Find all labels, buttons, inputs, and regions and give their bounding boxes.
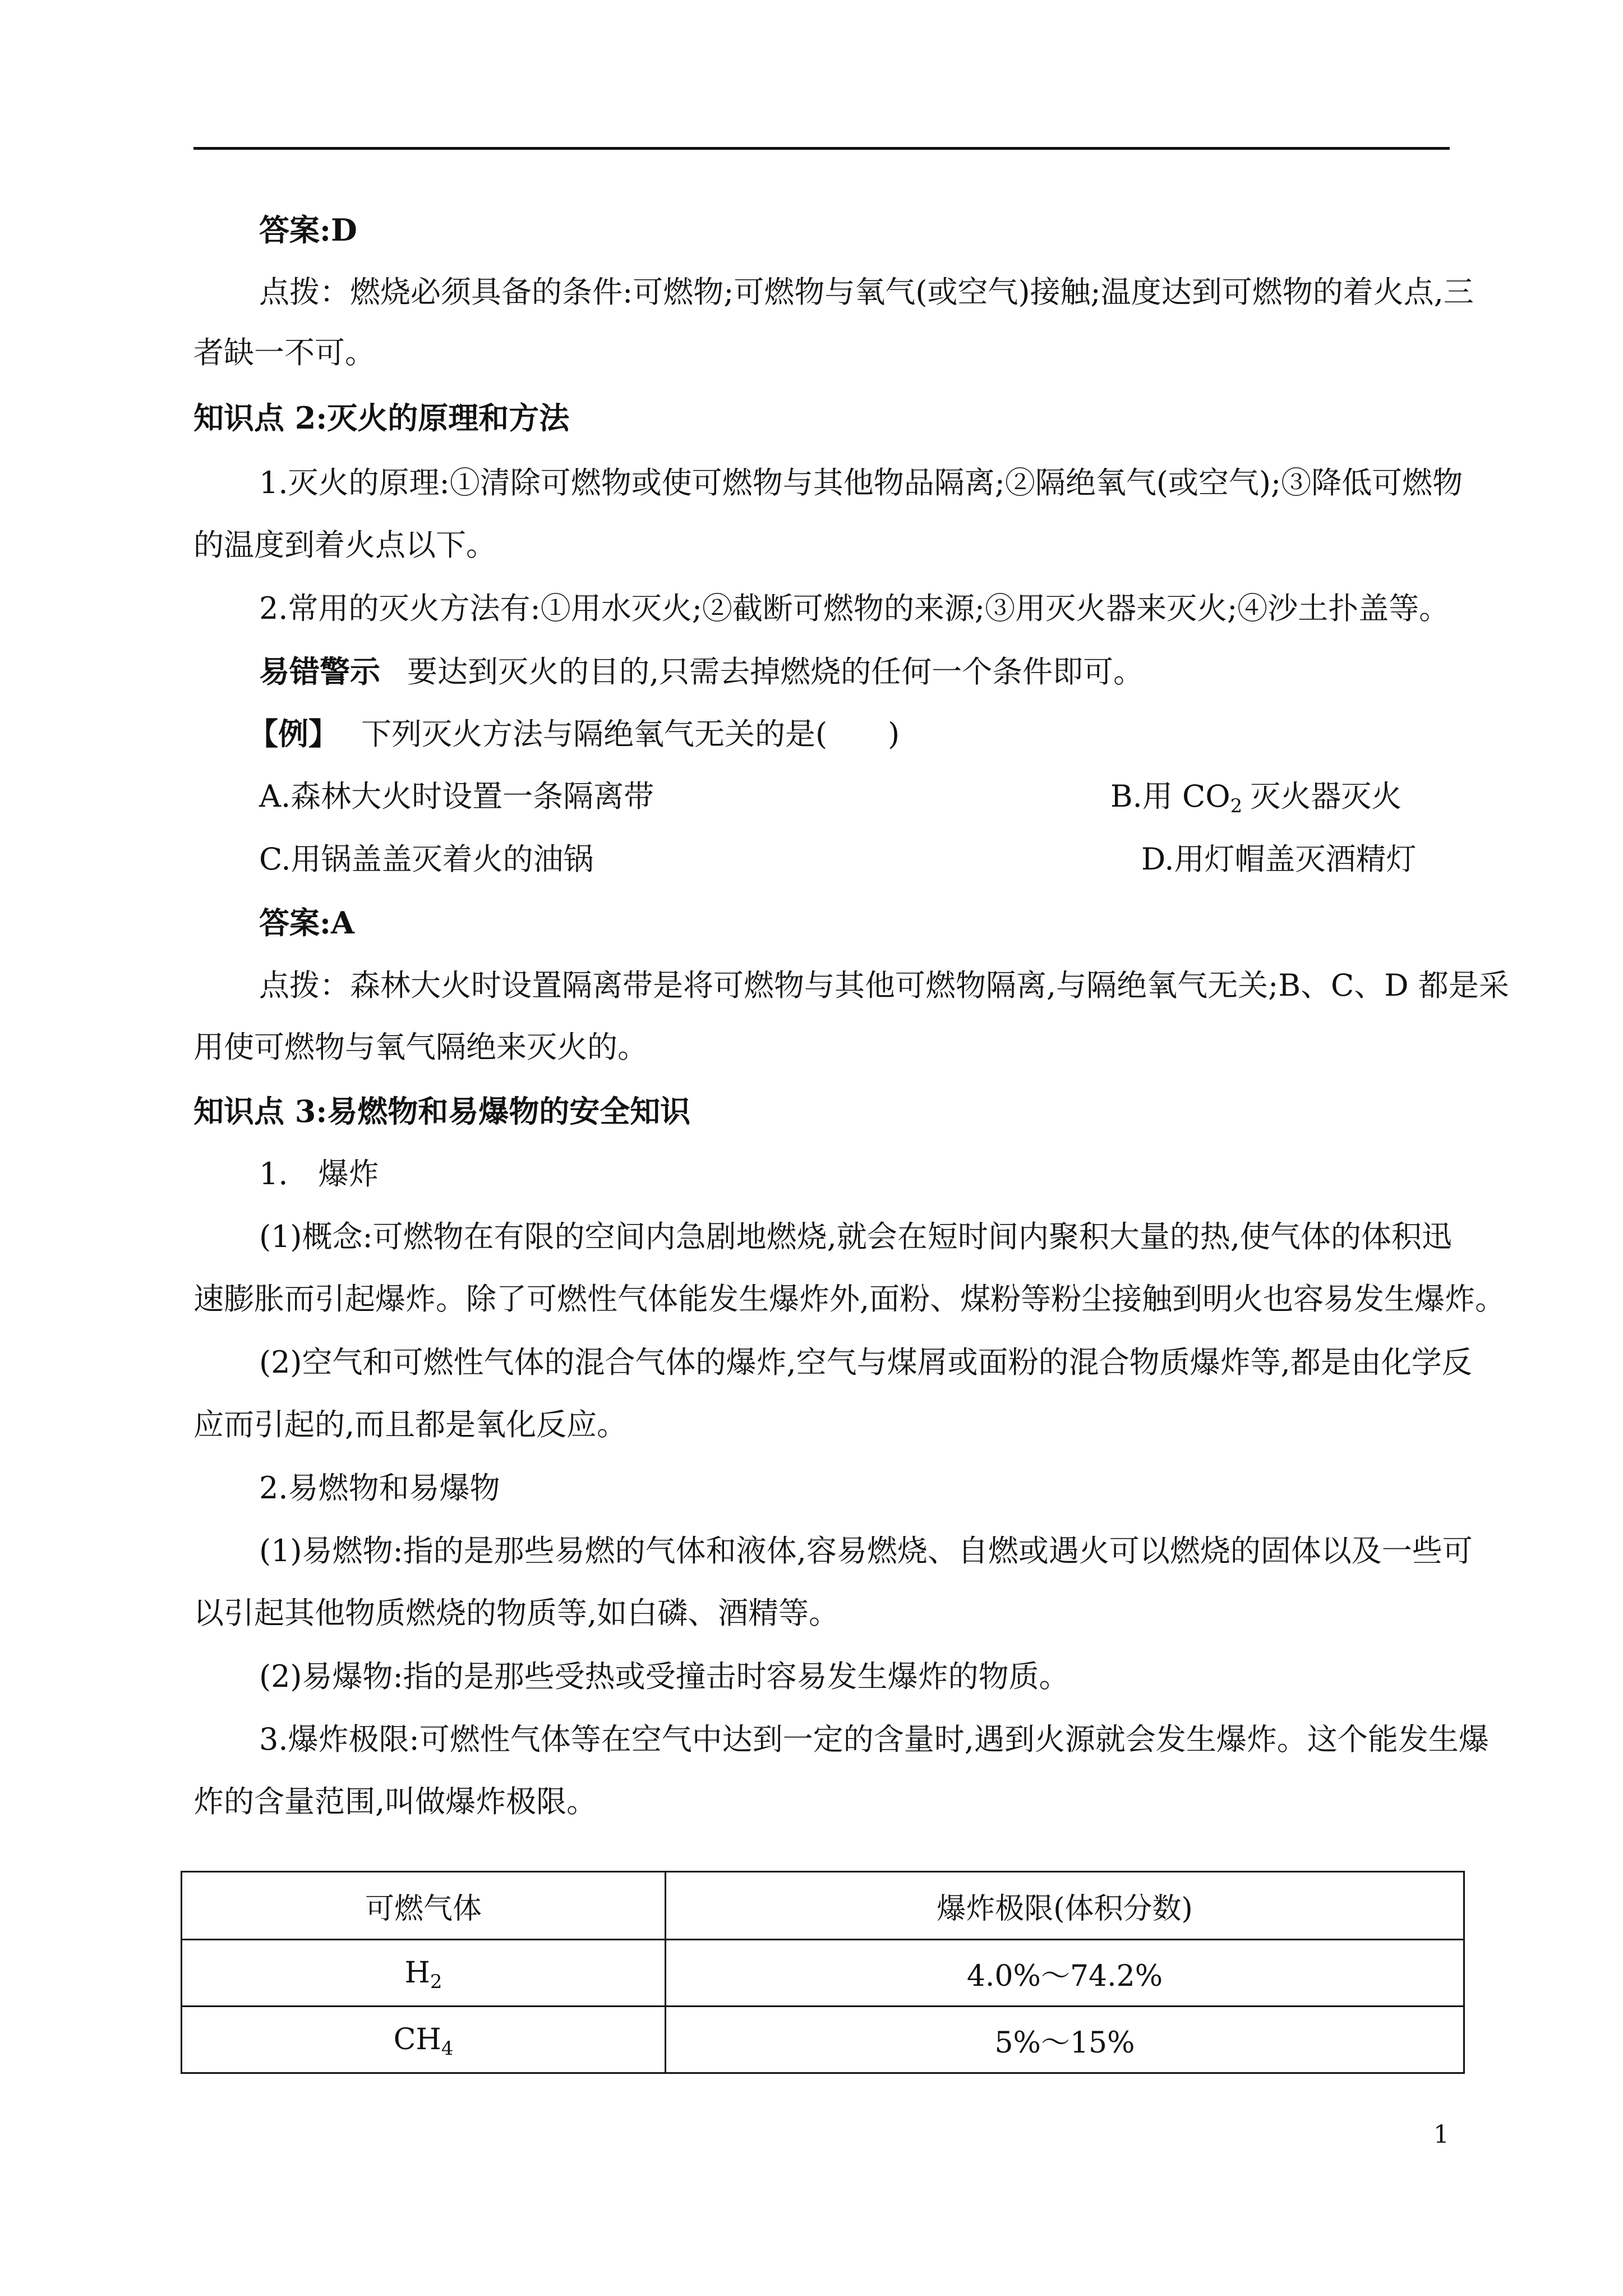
option-b-subscript: 2: [1230, 795, 1243, 817]
option-b: [1110, 777, 1401, 816]
explosion-limit-table: [181, 1871, 1465, 2074]
s2-p2: 2.常用的灭火方法有:①用水灭火;②截断可燃物的来源;③用灭火器来灭火;④沙土扑盖等。: [259, 591, 1450, 626]
option-b-text-2: 灭火器灭火: [1250, 779, 1402, 814]
s3-p2-line-2: 应而引起的,而且都是氧化反应。: [193, 1407, 628, 1442]
warning-label: 易错警示: [259, 654, 380, 689]
gas-formula: H: [404, 1956, 430, 1990]
section-2-title: 知识点 2:灭火的原理和方法: [193, 400, 570, 436]
hint-label-2: 点拨：: [259, 968, 350, 1003]
gas-subscript: 4: [441, 2037, 454, 2060]
option-d: D.用灯帽盖灭酒精灯: [1141, 841, 1417, 877]
s3-p5-line-2: 炸的含量范围,叫做爆炸极限。: [193, 1784, 597, 1819]
s3-heading-2: 2.易燃物和易爆物: [259, 1470, 500, 1506]
s3-p1-line-1: (1)概念:可燃物在有限的空间内急剧地燃烧,就会在短时间内聚积大量的热,使气体的体积迅: [259, 1219, 1453, 1254]
s3-heading-1: 1. 爆炸: [259, 1156, 379, 1191]
hint-text-2: 森林大火时设置隔离带是将可燃物与其他可燃物隔离,与隔绝氧气无关;B、C、D 都是采: [350, 968, 1509, 1003]
table-cell-limit: 4.0%～74.2%: [666, 1940, 1464, 2007]
s3-p5-line-1: 3.爆炸极限:可燃性气体等在空气中达到一定的含量时,遇到火源就会发生爆炸。这个能发生爆: [259, 1722, 1489, 1757]
table-cell-limit: 5%～15%: [666, 2007, 1464, 2073]
section-3-title: 知识点 3:易燃物和易爆物的安全知识: [193, 1093, 691, 1129]
table-header-gas: 可燃气体: [182, 1872, 666, 1940]
option-c: C.用锅盖盖灭着火的油锅: [259, 841, 594, 877]
gas-formula: CH: [393, 2023, 441, 2056]
hint-2-line-2: 用使可燃物与氧气隔绝来灭火的。: [193, 1029, 648, 1065]
answer-label: 答案:: [259, 212, 331, 248]
hint-label: 点拨：: [259, 274, 350, 310]
answer-value-2: A: [330, 905, 354, 941]
table-row: [182, 1940, 1464, 2007]
s2-p1-line-1: 1.灭火的原理:①清除可燃物或使可燃物与其他物品隔离;②隔绝氧气(或空气);③降低可燃物: [259, 465, 1463, 500]
table-row: [182, 2007, 1464, 2073]
option-b-text: B.用 CO: [1110, 779, 1230, 814]
hint-1-line-2: 者缺一不可。: [193, 335, 375, 370]
answer-line-2: [259, 903, 354, 942]
answer-value: D: [330, 212, 357, 248]
s2-p1-line-2: 的温度到着火点以下。: [193, 527, 496, 563]
answer-label-2: 答案:: [259, 905, 331, 941]
hint-1-line-1: [259, 273, 1474, 312]
warning-line: [259, 652, 1144, 692]
answer-line-1: [259, 210, 357, 250]
gas-subscript: 2: [430, 1971, 442, 1993]
table-header-row: [182, 1872, 1464, 1940]
s3-p4: (2)易爆物:指的是那些受热或受撞击时容易发生爆炸的物质。: [259, 1659, 1069, 1694]
page-number: 1: [1433, 2120, 1449, 2149]
s3-p2-line-1: (2)空气和可燃性气体的混合气体的爆炸,空气与煤屑或面粉的混合物质爆炸等,都是由化学反: [259, 1345, 1472, 1380]
example-label: 【例】: [248, 716, 339, 752]
hint-text: 燃烧必须具备的条件:可燃物;可燃物与氧气(或空气)接触;温度达到可燃物的着火点,三: [350, 274, 1474, 310]
table-header-limit: 爆炸极限(体积分数): [666, 1872, 1464, 1940]
warning-text: 要达到灭火的目的,只需去掉燃烧的任何一个条件即可。: [407, 654, 1144, 689]
hint-2-line-1: [259, 966, 1509, 1005]
s3-p3-line-2: 以引起其他物质燃烧的物质等,如白磷、酒精等。: [193, 1595, 840, 1631]
example-question: 下列灭火方法与隔绝氧气无关的是( ): [361, 716, 900, 752]
option-a: A.森林大火时设置一条隔离带: [259, 779, 654, 814]
s3-p3-line-1: (1)易燃物:指的是那些易燃的气体和液体,容易燃烧、自燃或遇火可以燃烧的固体以及一些可: [259, 1533, 1473, 1568]
header-rule: [193, 147, 1450, 150]
s3-p1-line-2: 速膨胀而引起爆炸。除了可燃性气体能发生爆炸外,面粉、煤粉等粉尘接触到明火也容易发生爆炸。: [193, 1281, 1506, 1317]
table-cell-gas: [182, 2007, 666, 2073]
table-cell-gas: [182, 1940, 666, 2007]
example-line: [248, 714, 900, 754]
